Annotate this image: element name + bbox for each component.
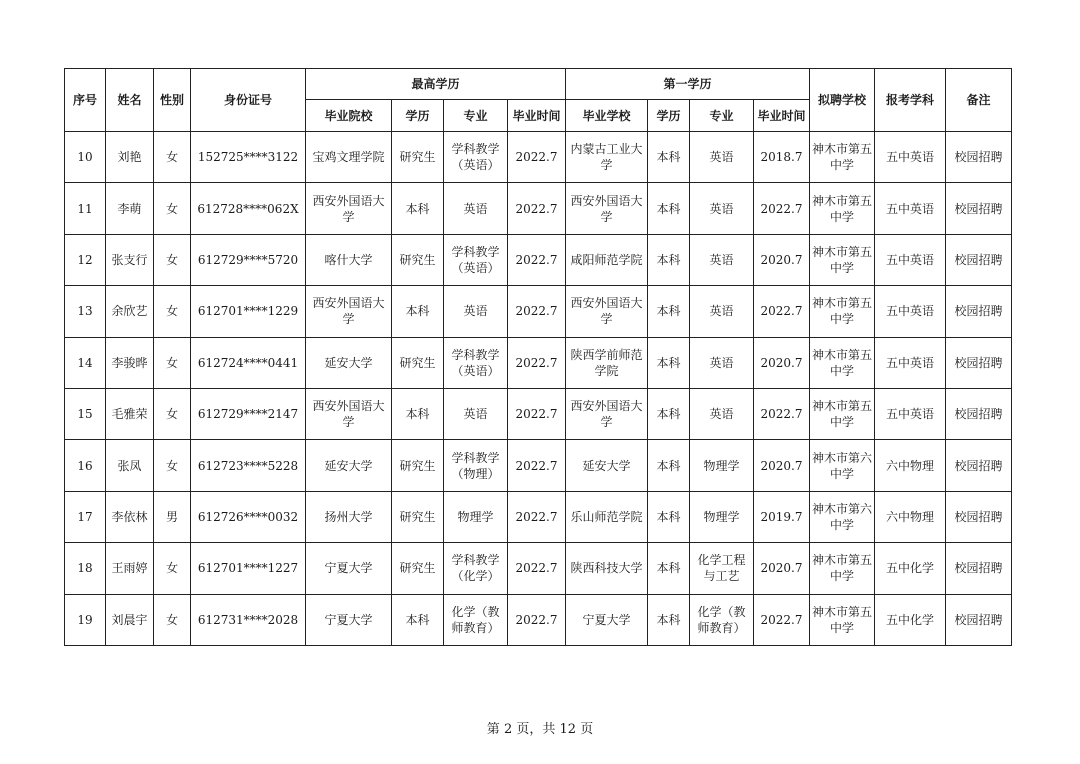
header-school: 拟聘学校 xyxy=(810,69,875,132)
cell-gender: 女 xyxy=(154,388,191,439)
cell-f-degree: 本科 xyxy=(648,132,690,183)
table-row xyxy=(65,440,1012,491)
cell-subject: 五中英语 xyxy=(875,132,946,183)
cell-h-degree: 研究生 xyxy=(392,132,444,183)
cell-name: 李萌 xyxy=(106,183,154,234)
cell-f-major: 英语 xyxy=(690,286,754,337)
cell-name: 李依林 xyxy=(106,491,154,542)
cell-id: 612731****2028 xyxy=(191,594,306,645)
cell-f-degree: 本科 xyxy=(648,337,690,388)
cell-subject: 五中英语 xyxy=(875,388,946,439)
cell-gender: 女 xyxy=(154,440,191,491)
cell-h-school: 宁夏大学 xyxy=(306,543,392,594)
header-name: 姓名 xyxy=(106,69,154,132)
cell-h-major: 英语 xyxy=(444,183,508,234)
table-row xyxy=(65,234,1012,285)
table-row xyxy=(65,594,1012,645)
cell-h-degree: 本科 xyxy=(392,594,444,645)
cell-name: 余欣艺 xyxy=(106,286,154,337)
cell-h-major: 物理学 xyxy=(444,491,508,542)
cell-school: 神木市第五中学 xyxy=(810,183,875,234)
cell-seq: 16 xyxy=(65,440,106,491)
cell-remark: 校园招聘 xyxy=(946,543,1012,594)
cell-f-time: 2020.7 xyxy=(754,543,810,594)
cell-subject: 六中物理 xyxy=(875,491,946,542)
cell-school: 神木市第五中学 xyxy=(810,388,875,439)
cell-subject: 五中英语 xyxy=(875,286,946,337)
cell-f-school: 咸阳师范学院 xyxy=(566,234,648,285)
cell-h-degree: 研究生 xyxy=(392,440,444,491)
cell-id: 612701****1229 xyxy=(191,286,306,337)
cell-h-time: 2022.7 xyxy=(508,543,566,594)
cell-f-school: 延安大学 xyxy=(566,440,648,491)
cell-seq: 13 xyxy=(65,286,106,337)
cell-h-major: 学科教学（英语） xyxy=(444,337,508,388)
footer-middle: 页，共 xyxy=(516,722,556,737)
cell-gender: 女 xyxy=(154,234,191,285)
cell-remark: 校园招聘 xyxy=(946,132,1012,183)
header-f-school: 毕业学校 xyxy=(566,100,648,132)
cell-id: 612701****1227 xyxy=(191,543,306,594)
cell-f-time: 2020.7 xyxy=(754,234,810,285)
cell-h-time: 2022.7 xyxy=(508,286,566,337)
cell-school: 神木市第五中学 xyxy=(810,132,875,183)
cell-h-degree: 研究生 xyxy=(392,543,444,594)
cell-h-school: 西安外国语大学 xyxy=(306,183,392,234)
header-highest-education: 最高学历 xyxy=(306,69,566,100)
cell-h-school: 延安大学 xyxy=(306,440,392,491)
cell-f-degree: 本科 xyxy=(648,594,690,645)
cell-f-time: 2020.7 xyxy=(754,337,810,388)
cell-remark: 校园招聘 xyxy=(946,337,1012,388)
cell-f-degree: 本科 xyxy=(648,388,690,439)
header-first-education: 第一学历 xyxy=(566,69,810,100)
cell-subject: 五中化学 xyxy=(875,594,946,645)
cell-gender: 女 xyxy=(154,594,191,645)
cell-school: 神木市第五中学 xyxy=(810,337,875,388)
cell-id: 612728****062X xyxy=(191,183,306,234)
cell-gender: 女 xyxy=(154,337,191,388)
header-remark: 备注 xyxy=(946,69,1012,132)
cell-h-major: 学科教学（化学） xyxy=(444,543,508,594)
cell-seq: 10 xyxy=(65,132,106,183)
cell-name: 毛雅荣 xyxy=(106,388,154,439)
cell-id: 152725****3122 xyxy=(191,132,306,183)
cell-f-major: 化学工程与工艺 xyxy=(690,543,754,594)
cell-f-degree: 本科 xyxy=(648,286,690,337)
header-subject: 报考学科 xyxy=(875,69,946,132)
cell-h-degree: 本科 xyxy=(392,388,444,439)
cell-school: 神木市第六中学 xyxy=(810,440,875,491)
table-row xyxy=(65,388,1012,439)
header-f-time: 毕业时间 xyxy=(754,100,810,132)
cell-f-time: 2022.7 xyxy=(754,388,810,439)
cell-remark: 校园招聘 xyxy=(946,491,1012,542)
cell-h-school: 喀什大学 xyxy=(306,234,392,285)
cell-name: 张支行 xyxy=(106,234,154,285)
cell-f-school: 陕西科技大学 xyxy=(566,543,648,594)
cell-id: 612729****5720 xyxy=(191,234,306,285)
cell-f-major: 物理学 xyxy=(690,491,754,542)
cell-h-time: 2022.7 xyxy=(508,337,566,388)
cell-h-major: 学科教学（英语） xyxy=(444,234,508,285)
cell-f-major: 英语 xyxy=(690,337,754,388)
cell-h-time: 2022.7 xyxy=(508,594,566,645)
cell-h-school: 扬州大学 xyxy=(306,491,392,542)
cell-subject: 五中英语 xyxy=(875,234,946,285)
cell-gender: 女 xyxy=(154,543,191,594)
cell-remark: 校园招聘 xyxy=(946,286,1012,337)
cell-f-time: 2020.7 xyxy=(754,440,810,491)
cell-gender: 女 xyxy=(154,286,191,337)
cell-f-degree: 本科 xyxy=(648,440,690,491)
cell-subject: 六中物理 xyxy=(875,440,946,491)
cell-remark: 校园招聘 xyxy=(946,234,1012,285)
cell-h-school: 延安大学 xyxy=(306,337,392,388)
cell-h-time: 2022.7 xyxy=(508,183,566,234)
cell-name: 刘晨宇 xyxy=(106,594,154,645)
cell-seq: 11 xyxy=(65,183,106,234)
cell-h-major: 学科教学（物理） xyxy=(444,440,508,491)
header-h-major: 专业 xyxy=(444,100,508,132)
cell-h-major: 英语 xyxy=(444,286,508,337)
cell-f-time: 2022.7 xyxy=(754,183,810,234)
cell-f-major: 化学（教师教育） xyxy=(690,594,754,645)
cell-f-school: 宁夏大学 xyxy=(566,594,648,645)
cell-f-degree: 本科 xyxy=(648,183,690,234)
cell-seq: 17 xyxy=(65,491,106,542)
cell-f-time: 2022.7 xyxy=(754,594,810,645)
table-row xyxy=(65,183,1012,234)
cell-school: 神木市第五中学 xyxy=(810,594,875,645)
cell-h-degree: 本科 xyxy=(392,286,444,337)
cell-f-school: 陕西学前师范学院 xyxy=(566,337,648,388)
cell-seq: 19 xyxy=(65,594,106,645)
header-seq: 序号 xyxy=(65,69,106,132)
cell-f-major: 英语 xyxy=(690,388,754,439)
header-f-degree: 学历 xyxy=(648,100,690,132)
cell-gender: 女 xyxy=(154,183,191,234)
cell-remark: 校园招聘 xyxy=(946,594,1012,645)
cell-remark: 校园招聘 xyxy=(946,440,1012,491)
cell-seq: 14 xyxy=(65,337,106,388)
cell-id: 612724****0441 xyxy=(191,337,306,388)
cell-remark: 校园招聘 xyxy=(946,388,1012,439)
cell-school: 神木市第六中学 xyxy=(810,491,875,542)
table-row xyxy=(65,132,1012,183)
footer-suffix: 页 xyxy=(580,722,594,737)
header-h-school: 毕业院校 xyxy=(306,100,392,132)
cell-h-major: 学科教学（英语） xyxy=(444,132,508,183)
table-row xyxy=(65,286,1012,337)
cell-remark: 校园招聘 xyxy=(946,183,1012,234)
cell-f-degree: 本科 xyxy=(648,491,690,542)
cell-h-school: 宝鸡文理学院 xyxy=(306,132,392,183)
cell-h-time: 2022.7 xyxy=(508,234,566,285)
table-row xyxy=(65,543,1012,594)
cell-f-time: 2018.7 xyxy=(754,132,810,183)
cell-name: 刘艳 xyxy=(106,132,154,183)
cell-h-degree: 本科 xyxy=(392,183,444,234)
cell-f-time: 2019.7 xyxy=(754,491,810,542)
cell-seq: 18 xyxy=(65,543,106,594)
cell-id: 612726****0032 xyxy=(191,491,306,542)
cell-f-major: 英语 xyxy=(690,132,754,183)
header-gender: 性别 xyxy=(154,69,191,132)
table-row xyxy=(65,337,1012,388)
cell-gender: 男 xyxy=(154,491,191,542)
cell-h-time: 2022.7 xyxy=(508,388,566,439)
footer-page-number: 2 xyxy=(503,722,513,737)
cell-f-school: 内蒙古工业大学 xyxy=(566,132,648,183)
cell-subject: 五中化学 xyxy=(875,543,946,594)
page-footer xyxy=(0,718,1080,737)
cell-name: 李骏晔 xyxy=(106,337,154,388)
cell-f-time: 2022.7 xyxy=(754,286,810,337)
cell-f-degree: 本科 xyxy=(648,543,690,594)
recruitment-table xyxy=(64,68,1012,646)
cell-h-degree: 研究生 xyxy=(392,234,444,285)
cell-h-school: 宁夏大学 xyxy=(306,594,392,645)
table-body xyxy=(65,132,1012,646)
cell-name: 王雨婷 xyxy=(106,543,154,594)
cell-school: 神木市第五中学 xyxy=(810,234,875,285)
cell-h-school: 西安外国语大学 xyxy=(306,388,392,439)
cell-h-major: 化学（教师教育） xyxy=(444,594,508,645)
header-id: 身份证号 xyxy=(191,69,306,132)
cell-seq: 15 xyxy=(65,388,106,439)
footer-total-pages: 12 xyxy=(559,722,577,737)
cell-f-school: 西安外国语大学 xyxy=(566,183,648,234)
cell-h-school: 西安外国语大学 xyxy=(306,286,392,337)
cell-seq: 12 xyxy=(65,234,106,285)
cell-h-time: 2022.7 xyxy=(508,491,566,542)
cell-id: 612729****2147 xyxy=(191,388,306,439)
cell-id: 612723****5228 xyxy=(191,440,306,491)
cell-school: 神木市第五中学 xyxy=(810,543,875,594)
cell-name: 张凤 xyxy=(106,440,154,491)
cell-subject: 五中英语 xyxy=(875,183,946,234)
cell-f-major: 英语 xyxy=(690,234,754,285)
cell-subject: 五中英语 xyxy=(875,337,946,388)
cell-school: 神木市第五中学 xyxy=(810,286,875,337)
table-row xyxy=(65,491,1012,542)
cell-f-school: 西安外国语大学 xyxy=(566,286,648,337)
cell-h-degree: 研究生 xyxy=(392,491,444,542)
cell-h-degree: 研究生 xyxy=(392,337,444,388)
cell-gender: 女 xyxy=(154,132,191,183)
header-h-time: 毕业时间 xyxy=(508,100,566,132)
cell-h-time: 2022.7 xyxy=(508,132,566,183)
cell-f-major: 英语 xyxy=(690,183,754,234)
footer-prefix: 第 xyxy=(486,722,500,737)
cell-h-time: 2022.7 xyxy=(508,440,566,491)
cell-f-school: 乐山师范学院 xyxy=(566,491,648,542)
cell-f-school: 西安外国语大学 xyxy=(566,388,648,439)
header-h-degree: 学历 xyxy=(392,100,444,132)
header-f-major: 专业 xyxy=(690,100,754,132)
cell-f-major: 物理学 xyxy=(690,440,754,491)
cell-h-major: 英语 xyxy=(444,388,508,439)
header-row-top xyxy=(65,69,1012,100)
cell-f-degree: 本科 xyxy=(648,234,690,285)
